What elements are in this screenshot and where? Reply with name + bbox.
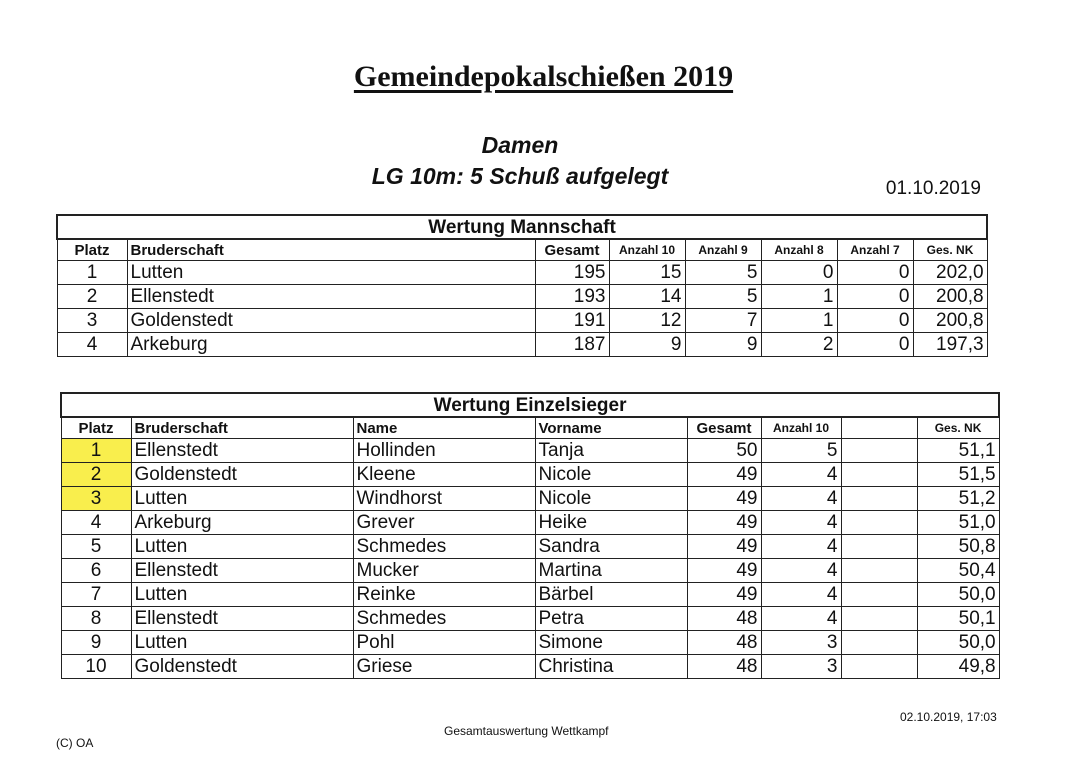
anzahl-8-cell: 1 — [761, 285, 837, 309]
competition-date: 01.10.2019 — [885, 178, 981, 199]
table-row — [61, 631, 999, 655]
vorname-cell: Petra — [535, 607, 687, 631]
empty-cell — [841, 559, 917, 583]
gesamt-cell: 49 — [687, 511, 761, 535]
team-table-caption: Wertung Mannschaft — [57, 215, 987, 239]
table-row — [61, 535, 999, 559]
name-cell: Schmedes — [353, 607, 535, 631]
anzahl-10-cell: 5 — [761, 439, 841, 463]
ges-nk-cell: 202,0 — [913, 261, 987, 285]
discipline-subtitle: LG 10m: 5 Schuß aufgelegt — [371, 163, 669, 189]
bruderschaft-cell: Ellenstedt — [131, 439, 353, 463]
name-cell: Grever — [353, 511, 535, 535]
platz-cell: 9 — [61, 631, 131, 655]
bruderschaft-cell: Lutten — [131, 487, 353, 511]
platz-cell: 1 — [57, 261, 127, 285]
anzahl-7-cell: 0 — [837, 261, 913, 285]
anzahl-10-cell: 15 — [609, 261, 685, 285]
ges-nk-cell: 51,0 — [917, 511, 999, 535]
table-row — [61, 583, 999, 607]
anzahl-9-cell: 5 — [685, 261, 761, 285]
anzahl-7-cell: 0 — [837, 309, 913, 333]
empty-cell — [841, 607, 917, 631]
bruderschaft-cell: Goldenstedt — [131, 463, 353, 487]
platz-cell: 5 — [61, 535, 131, 559]
header-gesamt: Gesamt — [535, 239, 609, 261]
header-empty — [841, 417, 917, 439]
anzahl-10-cell: 4 — [761, 463, 841, 487]
individual-table-body — [61, 439, 999, 679]
name-cell: Mucker — [353, 559, 535, 583]
bruderschaft-cell: Ellenstedt — [127, 285, 535, 309]
empty-cell — [841, 583, 917, 607]
anzahl-10-cell: 4 — [761, 583, 841, 607]
empty-cell — [841, 439, 917, 463]
gesamt-cell: 195 — [535, 261, 609, 285]
header-platz: Platz — [61, 417, 131, 439]
bruderschaft-cell: Goldenstedt — [131, 655, 353, 679]
platz-cell: 4 — [57, 333, 127, 357]
ges-nk-cell: 197,3 — [913, 333, 987, 357]
platz-cell: 6 — [61, 559, 131, 583]
anzahl-10-cell: 3 — [761, 655, 841, 679]
empty-cell — [841, 631, 917, 655]
bruderschaft-cell: Lutten — [127, 261, 535, 285]
ges-nk-cell: 50,1 — [917, 607, 999, 631]
header-name: Name — [353, 417, 535, 439]
anzahl-10-cell: 14 — [609, 285, 685, 309]
gesamt-cell: 49 — [687, 583, 761, 607]
anzahl-10-cell: 4 — [761, 559, 841, 583]
empty-cell — [841, 535, 917, 559]
anzahl-9-cell: 7 — [685, 309, 761, 333]
header-anzahl-10: Anzahl 10 — [761, 417, 841, 439]
name-cell: Windhorst — [353, 487, 535, 511]
gesamt-cell: 49 — [687, 463, 761, 487]
platz-cell: 7 — [61, 583, 131, 607]
vorname-cell: Tanja — [535, 439, 687, 463]
platz-cell: 3 — [57, 309, 127, 333]
header-bruderschaft: Bruderschaft — [127, 239, 535, 261]
bruderschaft-cell: Lutten — [131, 583, 353, 607]
ges-nk-cell: 50,0 — [917, 583, 999, 607]
gesamt-cell: 48 — [687, 655, 761, 679]
bruderschaft-cell: Lutten — [131, 631, 353, 655]
name-cell: Pohl — [353, 631, 535, 655]
gesamt-cell: 49 — [687, 487, 761, 511]
vorname-cell: Nicole — [535, 463, 687, 487]
ges-nk-cell: 51,5 — [917, 463, 999, 487]
bruderschaft-cell: Goldenstedt — [127, 309, 535, 333]
anzahl-9-cell: 9 — [685, 333, 761, 357]
header-bruderschaft: Bruderschaft — [131, 417, 353, 439]
bruderschaft-cell: Lutten — [131, 535, 353, 559]
anzahl-7-cell: 0 — [837, 285, 913, 309]
team-ranking-table — [56, 214, 988, 357]
bruderschaft-cell: Ellenstedt — [131, 607, 353, 631]
anzahl-10-cell: 3 — [761, 631, 841, 655]
anzahl-8-cell: 0 — [761, 261, 837, 285]
platz-cell: 2 — [57, 285, 127, 309]
anzahl-8-cell: 2 — [761, 333, 837, 357]
table-row — [61, 655, 999, 679]
empty-cell — [841, 463, 917, 487]
vorname-cell: Bärbel — [535, 583, 687, 607]
ges-nk-cell: 200,8 — [913, 285, 987, 309]
anzahl-10-cell: 9 — [609, 333, 685, 357]
header-vorname: Vorname — [535, 417, 687, 439]
header-platz: Platz — [57, 239, 127, 261]
platz-cell: 2 — [61, 463, 131, 487]
name-cell: Kleene — [353, 463, 535, 487]
anzahl-10-cell: 4 — [761, 487, 841, 511]
anzahl-10-cell: 4 — [761, 607, 841, 631]
header-gesamt: Gesamt — [687, 417, 761, 439]
name-cell: Hollinden — [353, 439, 535, 463]
name-cell: Reinke — [353, 583, 535, 607]
vorname-cell: Christina — [535, 655, 687, 679]
vorname-cell: Martina — [535, 559, 687, 583]
table-row — [61, 439, 999, 463]
category-subtitle: Damen — [481, 132, 559, 158]
table-row — [61, 559, 999, 583]
header-anzahl-7: Anzahl 7 — [837, 239, 913, 261]
empty-cell — [841, 487, 917, 511]
ges-nk-cell: 50,8 — [917, 535, 999, 559]
header-anzahl-8: Anzahl 8 — [761, 239, 837, 261]
empty-cell — [841, 655, 917, 679]
empty-cell — [841, 511, 917, 535]
vorname-cell: Simone — [535, 631, 687, 655]
gesamt-cell: 48 — [687, 631, 761, 655]
header-ges-nk: Ges. NK — [913, 239, 987, 261]
platz-cell: 1 — [61, 439, 131, 463]
footer-description: Gesamtauswertung Wettkampf — [444, 724, 609, 738]
header-anzahl-9: Anzahl 9 — [685, 239, 761, 261]
anzahl-9-cell: 5 — [685, 285, 761, 309]
vorname-cell: Nicole — [535, 487, 687, 511]
gesamt-cell: 50 — [687, 439, 761, 463]
header-ges-nk: Ges. NK — [917, 417, 999, 439]
table-row — [61, 487, 999, 511]
vorname-cell: Heike — [535, 511, 687, 535]
platz-cell: 10 — [61, 655, 131, 679]
ges-nk-cell: 50,4 — [917, 559, 999, 583]
page-title: Gemeindepokalschießen 2019 — [353, 60, 734, 93]
gesamt-cell: 193 — [535, 285, 609, 309]
anzahl-10-cell: 4 — [761, 511, 841, 535]
anzahl-10-cell: 4 — [761, 535, 841, 559]
ges-nk-cell: 51,2 — [917, 487, 999, 511]
individual-table-caption: Wertung Einzelsieger — [61, 393, 999, 417]
ges-nk-cell: 49,8 — [917, 655, 999, 679]
table-row — [57, 309, 987, 333]
bruderschaft-cell: Arkeburg — [127, 333, 535, 357]
name-cell: Griese — [353, 655, 535, 679]
anzahl-10-cell: 12 — [609, 309, 685, 333]
platz-cell: 4 — [61, 511, 131, 535]
header-anzahl-10: Anzahl 10 — [609, 239, 685, 261]
gesamt-cell: 49 — [687, 559, 761, 583]
ges-nk-cell: 200,8 — [913, 309, 987, 333]
vorname-cell: Sandra — [535, 535, 687, 559]
table-row — [57, 261, 987, 285]
gesamt-cell: 191 — [535, 309, 609, 333]
table-row — [57, 333, 987, 357]
platz-cell: 8 — [61, 607, 131, 631]
team-table-body — [57, 261, 987, 357]
bruderschaft-cell: Ellenstedt — [131, 559, 353, 583]
platz-cell: 3 — [61, 487, 131, 511]
table-row — [61, 463, 999, 487]
footer-copyright: (C) OA — [56, 736, 94, 750]
table-row — [57, 285, 987, 309]
anzahl-8-cell: 1 — [761, 309, 837, 333]
table-row — [61, 607, 999, 631]
ges-nk-cell: 50,0 — [917, 631, 999, 655]
gesamt-cell: 48 — [687, 607, 761, 631]
table-row — [61, 511, 999, 535]
name-cell: Schmedes — [353, 535, 535, 559]
ges-nk-cell: 51,1 — [917, 439, 999, 463]
gesamt-cell: 49 — [687, 535, 761, 559]
footer-timestamp: 02.10.2019, 17:03 — [900, 710, 997, 724]
bruderschaft-cell: Arkeburg — [131, 511, 353, 535]
individual-ranking-table — [60, 392, 1000, 679]
anzahl-7-cell: 0 — [837, 333, 913, 357]
gesamt-cell: 187 — [535, 333, 609, 357]
